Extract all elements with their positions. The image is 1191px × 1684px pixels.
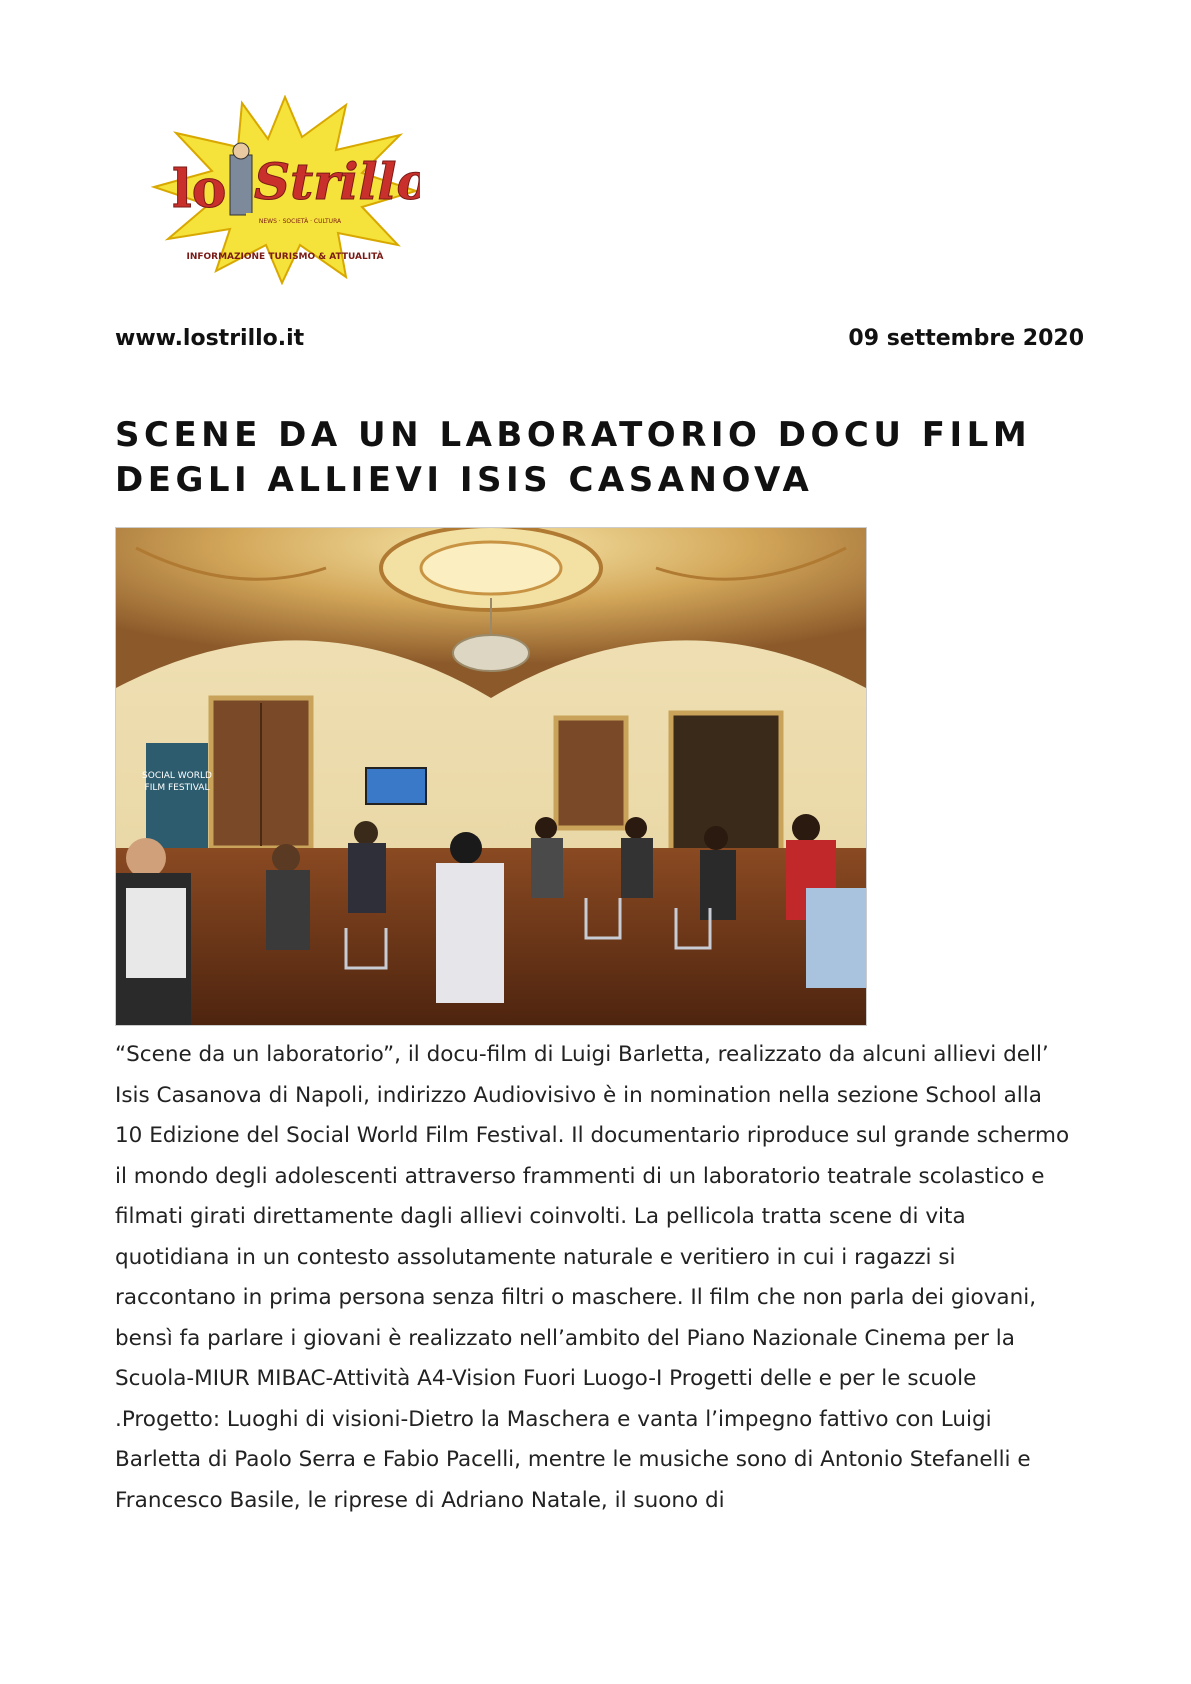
article-body: “Scene da un laboratorio”, il docu-film di Luigi Barletta, realizzato da alcuni allievi dell’ Isis Casanova di Napoli, indirizzo Audiovisivo è in nomination nella sezione School alla 10 Edizione del Social World Film Festival. Il documentario riproduce sul grande schermo il mondo degli adolescenti attraverso frammenti di un laboratorio teatrale scolastico e filmati girati direttamente dagli allievi coinvolti. La pellicola tratta scene di vita quotidiana in un contesto assolutamente naturale e veritiero in cui i ragazzi si raccontano in prima persona senza filtri o maschere. Il film che non parla dei giovani, bensì fa parlare i giovani è realizzato nell’ambito del Piano Nazionale Cinema per la Scuola-MIUR MIBAC-Attività A4-Vision Fuori Luogo-I Progetti delle e per le scuole .Progetto: Luoghi di visioni-Dietro la Maschera e vanta l’impegno fattivo con Luigi Barletta di Paolo Serra e Fabio Pacelli, mentre le musiche sono di Antonio Stefanelli e Francesco Basile, le riprese di Adriano Natale, il suono di: [115, 1042, 1070, 1513]
svg-text:Strillo: Strillo: [254, 152, 420, 211]
headline-line-1: SCENE DA UN LABORATORIO DOCU FILM: [115, 415, 1032, 455]
svg-text:NEWS · SOCIETÀ · CULTURA: NEWS · SOCIETÀ · CULTURA: [258, 218, 342, 225]
conference-room-image: [116, 528, 866, 1025]
website-url: www.lostrillo.it: [115, 326, 305, 351]
article-photo: [115, 527, 867, 1026]
publication-date: 09 settembre 2020: [848, 326, 1084, 351]
logo-star-icon: [150, 95, 420, 285]
svg-text:lo: lo: [172, 159, 227, 220]
banner-text-1: SOCIAL WORLD: [142, 771, 212, 781]
banner-text-2: FILM FESTIVAL: [144, 783, 210, 793]
article-headline: [115, 413, 1095, 503]
headline-line-2: DEGLI ALLIEVI ISIS CASANOVA: [115, 460, 814, 500]
lo-strillo-logo: [150, 95, 420, 285]
svg-text:INFORMAZIONE TURISMO & ATTUALI: INFORMAZIONE TURISMO & ATTUALITÀ: [186, 252, 384, 262]
